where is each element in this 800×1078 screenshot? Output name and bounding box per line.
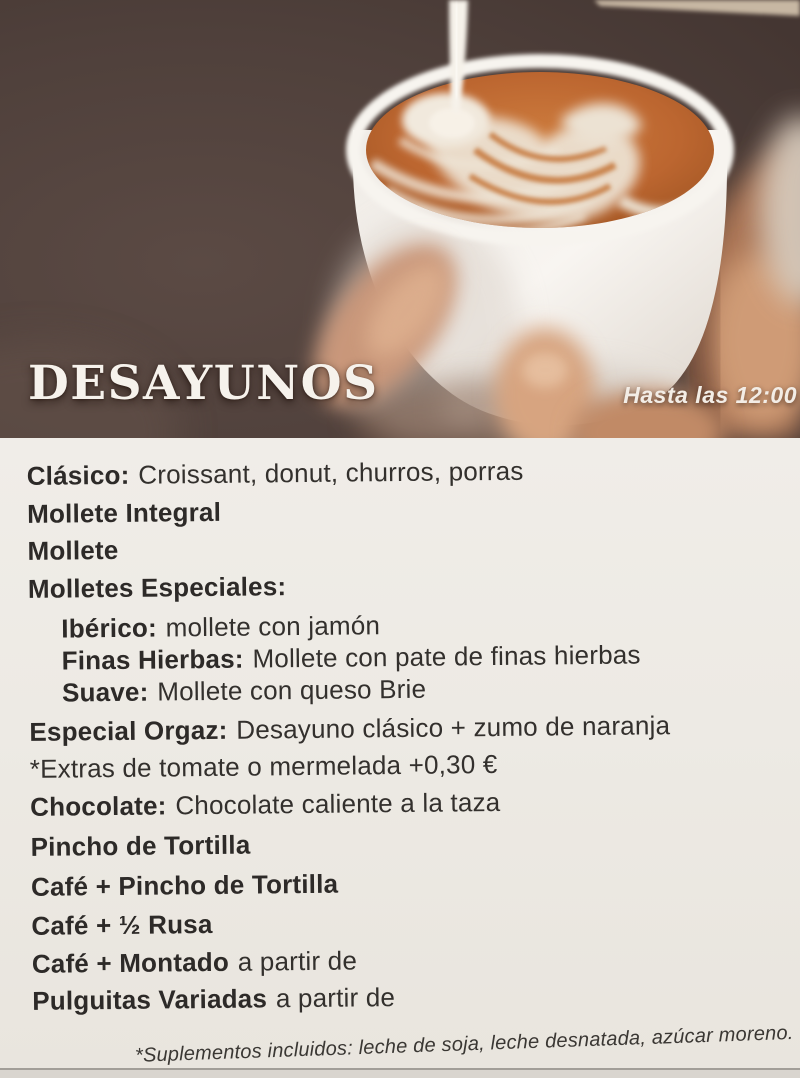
menu-footnote: *Suplementos incluidos: leche de soja, leche desnatada, azúcar moreno.: [134, 1021, 794, 1067]
item-name: Ibérico:: [61, 612, 157, 644]
item-name: Especial Orgaz:: [29, 714, 228, 747]
item-description: *Extras de tomate o mermelada +0,30 €: [29, 748, 498, 784]
menu-item-molletes-especiales: [28, 562, 792, 608]
menu-item-cafe-pincho-tortilla: [31, 860, 795, 906]
item-name: Café + Pincho de Tortilla: [30, 868, 339, 902]
menu-item-pincho-tortilla: [30, 820, 794, 866]
item-name: Pincho de Tortilla: [30, 829, 251, 862]
page-bottom-edge: [0, 1068, 800, 1078]
item-name: Pulguitas Variadas: [32, 982, 268, 1016]
item-description: Mollete con queso Brie: [157, 673, 427, 707]
menu-item-pulguitas-variadas: [32, 974, 796, 1020]
item-description: mollete con jamón: [165, 609, 381, 642]
item-name: Molletes Especiales:: [27, 570, 287, 604]
availability-note: Hasta las 12:00: [623, 382, 797, 408]
item-name: Mollete Integral: [26, 496, 222, 529]
item-description: a partir de: [237, 944, 358, 977]
item-description: Mollete con pate de finas hierbas: [252, 638, 641, 674]
item-description: Chocolate caliente a la taza: [175, 786, 501, 820]
item-description: a partir de: [275, 981, 396, 1013]
item-name: Chocolate:: [30, 789, 167, 822]
item-name: Finas Hierbas:: [61, 643, 244, 676]
page-title: DESAYUNOS: [28, 356, 379, 411]
menu-item-chocolate: [30, 780, 794, 826]
item-name: Café + Montado: [31, 946, 230, 979]
item-name: Clásico:: [26, 459, 130, 491]
item-description: Croissant, donut, churros, porras: [138, 455, 524, 490]
menu-list: [0, 434, 800, 1074]
item-description: Desayuno clásico + zumo de naranja: [236, 709, 671, 745]
item-name: Café + ½ Rusa: [31, 908, 213, 941]
menu-body: [0, 438, 800, 1070]
item-name: Suave:: [61, 676, 149, 708]
header-photo: [0, 0, 800, 438]
item-name: Mollete: [27, 534, 119, 566]
menu-item-suave: [62, 666, 793, 712]
